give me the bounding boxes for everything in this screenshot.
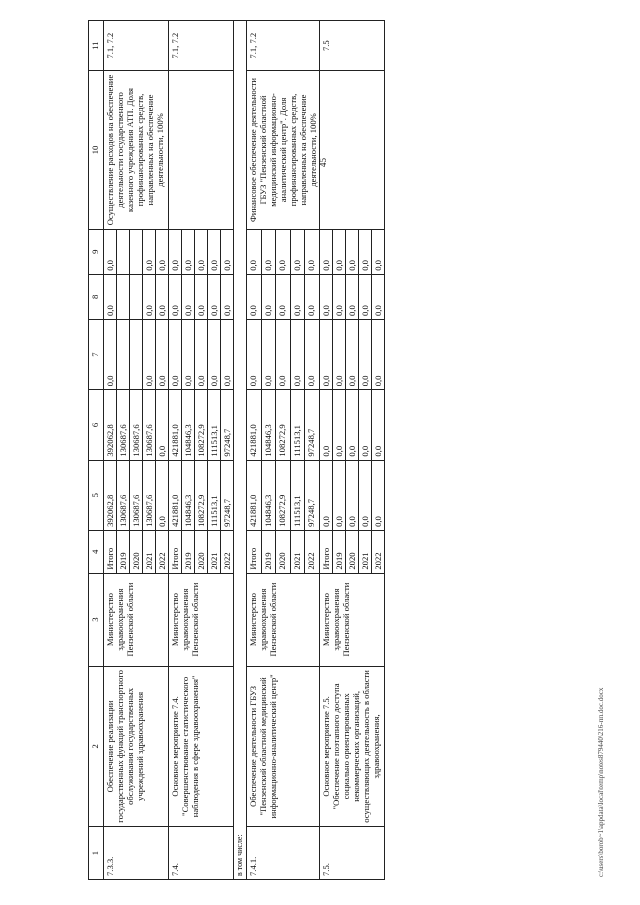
value-cell: 111513,1 bbox=[290, 390, 305, 460]
value-cell: 0,0 bbox=[156, 229, 169, 274]
value-cell: 0,0 bbox=[156, 390, 169, 460]
subheading-text: в том числе: bbox=[234, 21, 247, 880]
row-result: Осуществление расходов на обеспечение деятельности государственного казенного учреждения АТП. Доля профинансированных средств, направленных на обеспечение деятельности, 100% bbox=[104, 71, 169, 229]
value-cell: 97248,7 bbox=[305, 390, 320, 460]
value-cell: 130687,6 bbox=[117, 390, 130, 460]
value-cell: 0,0 bbox=[182, 274, 195, 319]
table-row bbox=[247, 21, 262, 880]
value-cell: 0,0 bbox=[333, 319, 346, 389]
value-cell: 0,0 bbox=[261, 274, 276, 319]
value-cell: 0,0 bbox=[195, 274, 208, 319]
value-cell: 0,0 bbox=[156, 319, 169, 389]
value-cell: 0,0 bbox=[320, 229, 333, 274]
value-cell: 130687,6 bbox=[117, 460, 130, 530]
value-cell: 0,0 bbox=[359, 274, 372, 319]
value-cell: 104846,3 bbox=[261, 390, 276, 460]
column-header: 5 bbox=[89, 460, 104, 530]
value-cell: 392062,8 bbox=[104, 390, 117, 460]
row-name: Обеспечение деятельности ГБУЗ "Пензенский областной медицинский информационно-аналитический центр" bbox=[247, 666, 320, 827]
value-cell: 0,0 bbox=[290, 319, 305, 389]
value-cell: 108272,9 bbox=[195, 390, 208, 460]
row-result bbox=[169, 71, 234, 229]
value-cell: 0,0 bbox=[305, 229, 320, 274]
value-cell: 0,0 bbox=[290, 229, 305, 274]
row-link: 7.5 bbox=[320, 21, 385, 71]
row-number: 7.4. bbox=[169, 827, 234, 880]
value-cell: 104846,3 bbox=[182, 390, 195, 460]
year-cell: 2019 bbox=[261, 530, 276, 573]
column-header: 1 bbox=[89, 827, 104, 880]
year-cell: 2019 bbox=[117, 530, 130, 573]
value-cell: 0,0 bbox=[104, 319, 117, 389]
year-cell: 2022 bbox=[156, 530, 169, 573]
year-cell: Итого bbox=[169, 530, 182, 573]
value-cell: 0,0 bbox=[208, 319, 221, 389]
column-header: 10 bbox=[89, 71, 104, 229]
row-link: 7.1, 7.2 bbox=[104, 21, 169, 71]
value-cell: 0,0 bbox=[182, 319, 195, 389]
value-cell: 0,0 bbox=[104, 274, 117, 319]
value-cell: 0,0 bbox=[247, 229, 262, 274]
row-result bbox=[320, 71, 385, 229]
table-row bbox=[320, 21, 333, 880]
year-cell: 2020 bbox=[276, 530, 291, 573]
value-cell: 421881,0 bbox=[169, 460, 182, 530]
value-cell: 0,0 bbox=[208, 229, 221, 274]
value-cell: 0,0 bbox=[346, 460, 359, 530]
value-cell: 104846,3 bbox=[182, 460, 195, 530]
value-cell: 0,0 bbox=[320, 274, 333, 319]
value-cell: 0,0 bbox=[333, 229, 346, 274]
subheading-row bbox=[234, 21, 247, 880]
value-cell: 0,0 bbox=[359, 390, 372, 460]
value-cell: 0,0 bbox=[359, 319, 372, 389]
value-cell: 0,0 bbox=[333, 460, 346, 530]
value-cell: 0,0 bbox=[276, 274, 291, 319]
value-cell: 0,0 bbox=[247, 319, 262, 389]
value-cell bbox=[117, 229, 130, 274]
year-cell: 2019 bbox=[182, 530, 195, 573]
year-cell: 2020 bbox=[346, 530, 359, 573]
value-cell: 0,0 bbox=[169, 319, 182, 389]
row-name: Основное мероприятие 7.4. "Совершенствование статистического наблюдения в сфере здравоохранения" bbox=[169, 666, 234, 827]
value-cell: 0,0 bbox=[156, 274, 169, 319]
value-cell: 111513,1 bbox=[208, 460, 221, 530]
value-cell: 0,0 bbox=[182, 229, 195, 274]
value-cell: 0,0 bbox=[276, 319, 291, 389]
year-cell: 2020 bbox=[130, 530, 143, 573]
value-cell: 130687,6 bbox=[130, 390, 143, 460]
year-cell: 2022 bbox=[221, 530, 234, 573]
value-cell: 0,0 bbox=[372, 319, 385, 389]
value-cell: 130687,6 bbox=[130, 460, 143, 530]
row-number: 7.3.3. bbox=[104, 827, 169, 880]
value-cell: 0,0 bbox=[333, 274, 346, 319]
row-name: Обеспечение реализации государственных функций транспортного обслуживания государственных учреждений здравоохранения bbox=[104, 666, 169, 827]
value-cell: 392062,8 bbox=[104, 460, 117, 530]
value-cell: 108272,9 bbox=[276, 390, 291, 460]
column-header: 3 bbox=[89, 573, 104, 666]
value-cell: 0,0 bbox=[372, 274, 385, 319]
value-cell: 0,0 bbox=[320, 390, 333, 460]
value-cell: 0,0 bbox=[221, 319, 234, 389]
value-cell: 0,0 bbox=[169, 274, 182, 319]
value-cell: 0,0 bbox=[346, 274, 359, 319]
row-executor: Министерство здравоохранения Пензенской области bbox=[247, 573, 320, 666]
column-header: 2 bbox=[89, 666, 104, 827]
page-number: 45 bbox=[318, 158, 328, 167]
table-row bbox=[104, 21, 117, 880]
value-cell bbox=[130, 319, 143, 389]
year-cell: 2022 bbox=[372, 530, 385, 573]
table-body bbox=[104, 21, 385, 880]
year-cell: 2021 bbox=[359, 530, 372, 573]
value-cell: 0,0 bbox=[221, 229, 234, 274]
value-cell bbox=[130, 229, 143, 274]
value-cell: 0,0 bbox=[156, 460, 169, 530]
year-cell: 2019 bbox=[333, 530, 346, 573]
value-cell: 0,0 bbox=[372, 460, 385, 530]
value-cell: 0,0 bbox=[346, 319, 359, 389]
year-cell: 2020 bbox=[195, 530, 208, 573]
value-cell: 0,0 bbox=[333, 390, 346, 460]
year-cell: Итого bbox=[104, 530, 117, 573]
value-cell: 0,0 bbox=[320, 460, 333, 530]
value-cell: 111513,1 bbox=[290, 460, 305, 530]
column-header: 9 bbox=[89, 229, 104, 274]
rotated-table-container bbox=[88, 20, 568, 880]
value-cell: 0,0 bbox=[359, 460, 372, 530]
value-cell: 130687,6 bbox=[143, 460, 156, 530]
value-cell: 421881,0 bbox=[169, 390, 182, 460]
value-cell bbox=[117, 274, 130, 319]
value-cell: 108272,9 bbox=[195, 460, 208, 530]
row-executor: Министерство здравоохранения Пензенской области bbox=[169, 573, 234, 666]
row-executor: Министерство здравоохранения Пензенской области bbox=[104, 573, 169, 666]
value-cell bbox=[130, 274, 143, 319]
row-number: 7.5. bbox=[320, 827, 385, 880]
row-link: 7.1, 7.2 bbox=[169, 21, 234, 71]
row-executor: Министерство здравоохранения Пензенской области bbox=[320, 573, 385, 666]
program-table bbox=[88, 20, 385, 880]
row-link: 7.1, 7.2 bbox=[247, 21, 320, 71]
year-cell: 2021 bbox=[208, 530, 221, 573]
header-row bbox=[89, 21, 104, 880]
value-cell: 111513,1 bbox=[208, 390, 221, 460]
value-cell: 0,0 bbox=[320, 319, 333, 389]
value-cell: 421881,0 bbox=[247, 460, 262, 530]
value-cell: 0,0 bbox=[346, 229, 359, 274]
value-cell: 0,0 bbox=[372, 229, 385, 274]
column-header: 6 bbox=[89, 390, 104, 460]
value-cell: 0,0 bbox=[261, 319, 276, 389]
column-header: 8 bbox=[89, 274, 104, 319]
value-cell: 0,0 bbox=[143, 274, 156, 319]
value-cell: 97248,7 bbox=[221, 390, 234, 460]
column-header: 4 bbox=[89, 530, 104, 573]
row-result: Финансовое обеспечение деятельности ГБУЗ "Пензенский областной медицинский информационно-аналитический центр". Доля профинансированных средств, направленных на обеспечение деятельности, 100% bbox=[247, 71, 320, 229]
value-cell: 0,0 bbox=[104, 229, 117, 274]
row-name: Основное мероприятие 7.5. "Обеспечение поэтапного доступа социально ориентированных некоммерческих организаций, осуществляющих деятельность в области здравоохранения, bbox=[320, 666, 385, 827]
value-cell: 0,0 bbox=[208, 274, 221, 319]
value-cell: 0,0 bbox=[143, 229, 156, 274]
value-cell: 0,0 bbox=[346, 390, 359, 460]
value-cell: 0,0 bbox=[247, 274, 262, 319]
value-cell: 97248,7 bbox=[221, 460, 234, 530]
value-cell: 0,0 bbox=[276, 229, 291, 274]
value-cell: 0,0 bbox=[169, 229, 182, 274]
column-header: 7 bbox=[89, 319, 104, 389]
value-cell: 0,0 bbox=[305, 274, 320, 319]
column-header: 11 bbox=[89, 21, 104, 71]
year-cell: 2022 bbox=[305, 530, 320, 573]
value-cell: 0,0 bbox=[143, 319, 156, 389]
value-cell: 0,0 bbox=[305, 319, 320, 389]
year-cell: 2021 bbox=[143, 530, 156, 573]
value-cell: 97248,7 bbox=[305, 460, 320, 530]
value-cell: 108272,9 bbox=[276, 460, 291, 530]
value-cell: 130687,6 bbox=[143, 390, 156, 460]
table-row bbox=[169, 21, 182, 880]
value-cell: 0,0 bbox=[195, 319, 208, 389]
year-cell: 2021 bbox=[290, 530, 305, 573]
year-cell: Итого bbox=[320, 530, 333, 573]
value-cell: 0,0 bbox=[221, 274, 234, 319]
year-cell: Итого bbox=[247, 530, 262, 573]
value-cell: 0,0 bbox=[290, 274, 305, 319]
value-cell: 0,0 bbox=[195, 229, 208, 274]
row-number: 7.4.1. bbox=[247, 827, 320, 880]
value-cell: 0,0 bbox=[372, 390, 385, 460]
value-cell bbox=[117, 319, 130, 389]
footer-path: c:\users\borob~1\appdata\local\temp\notes879440\216-пп.doc.docx bbox=[597, 687, 605, 877]
value-cell: 0,0 bbox=[359, 229, 372, 274]
value-cell: 104846,3 bbox=[261, 460, 276, 530]
value-cell: 0,0 bbox=[261, 229, 276, 274]
value-cell: 421881,0 bbox=[247, 390, 262, 460]
